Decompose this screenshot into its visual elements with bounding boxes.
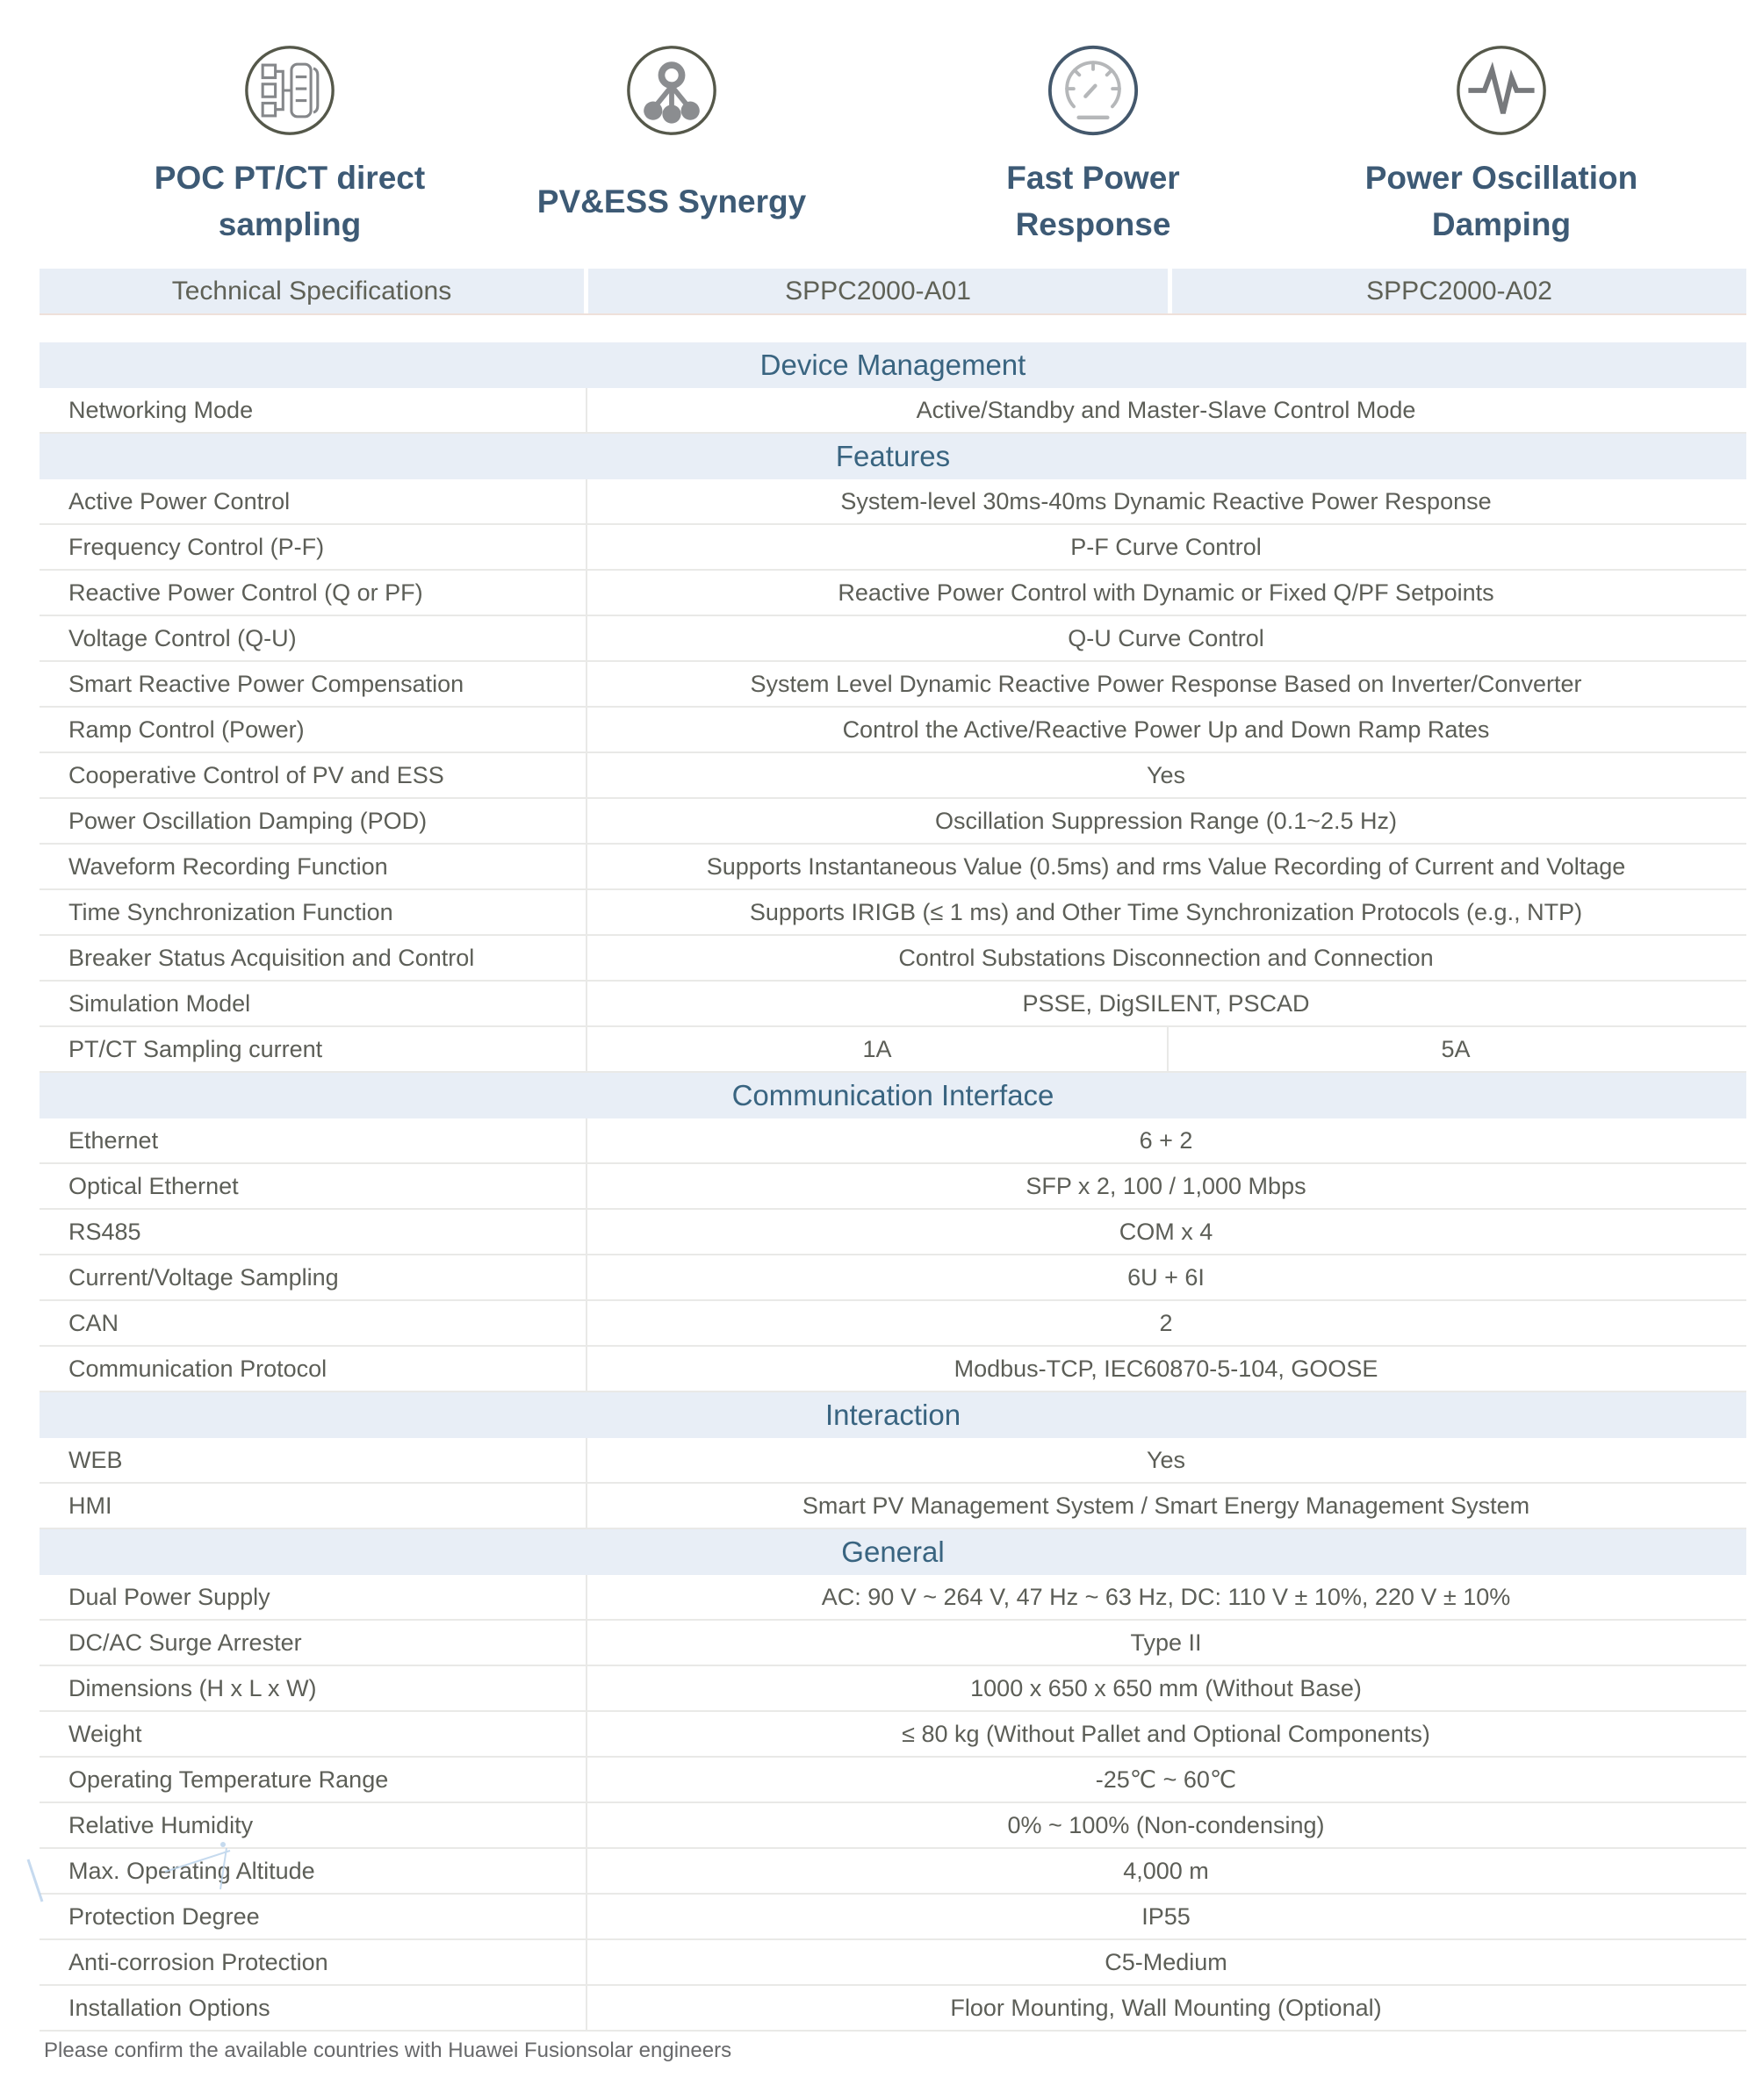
row-label: Smart Reactive Power Compensation <box>68 670 464 697</box>
row-value: COM x 4 <box>586 1210 1745 1254</box>
row-label: Voltage Control (Q-U) <box>68 624 297 651</box>
table-row <box>40 1118 1746 1164</box>
section-title: Device Management <box>759 349 1026 381</box>
row-label: RS485 <box>68 1218 141 1245</box>
row-label: Anti-corrosion Protection <box>68 1948 328 1975</box>
section-header-features <box>40 434 1746 479</box>
row-value: Supports IRIGB (≤ 1 ms) and Other Time Synchronization Protocols (e.g., NTP) <box>586 890 1745 934</box>
row-label: Installation Options <box>68 1994 270 2021</box>
feature-label: Fast Power Response <box>1006 160 1180 242</box>
row-value: Supports Instantaneous Value (0.5ms) and rms Value Recording of Current and Voltage <box>586 845 1745 888</box>
row-value: Control Substations Disconnection and Connection <box>586 936 1745 980</box>
table-row <box>40 1301 1746 1347</box>
header-col-model-a01: SPPC2000-A01 <box>588 269 1168 313</box>
row-label: Networking Mode <box>68 396 254 423</box>
row-label: Cooperative Control of PV and ESS <box>68 761 444 788</box>
section-title: Features <box>835 440 951 472</box>
row-label: HMI <box>68 1492 112 1519</box>
table-row <box>40 982 1746 1027</box>
table-row <box>40 525 1746 571</box>
row-value: Floor Mounting, Wall Mounting (Optional) <box>586 1986 1745 2030</box>
row-label: Ramp Control (Power) <box>68 716 305 743</box>
row-value: PSSE, DigSILENT, PSCAD <box>586 982 1745 1025</box>
row-value: 1000 x 650 x 650 mm (Without Base) <box>586 1666 1745 1710</box>
pv-ess-synergy-icon <box>625 44 718 141</box>
spec-table-header <box>40 269 1746 315</box>
row-label: Weight <box>68 1720 142 1747</box>
row-value: ≤ 80 kg (Without Pallet and Optional Components) <box>586 1712 1745 1756</box>
row-label: Frequency Control (P-F) <box>68 533 325 560</box>
table-row <box>40 708 1746 753</box>
spec-table <box>40 269 1746 2032</box>
row-value: System Level Dynamic Reactive Power Response Based on Inverter/Converter <box>586 662 1745 706</box>
feature-label: Power Oscillation Damping <box>1364 160 1638 242</box>
table-row <box>40 845 1746 890</box>
row-label: Time Synchronization Function <box>68 898 393 925</box>
table-row <box>40 1164 1746 1210</box>
table-row <box>40 1986 1746 2032</box>
row-value: -25℃ ~ 60℃ <box>586 1758 1745 1802</box>
section-title: General <box>841 1535 945 1568</box>
row-value: Type II <box>586 1621 1745 1665</box>
feature-pv-ess-synergy <box>487 44 856 250</box>
table-row <box>40 1255 1746 1301</box>
row-label: Communication Protocol <box>68 1355 327 1382</box>
row-value: Active/Standby and Master-Slave Control Mode <box>586 388 1745 432</box>
header-col-specs: Technical Specifications <box>40 269 584 313</box>
table-row <box>40 753 1746 799</box>
section-header-communication-interface <box>40 1073 1746 1118</box>
table-row <box>40 479 1746 525</box>
table-row <box>40 1484 1746 1529</box>
row-value: Yes <box>586 753 1745 797</box>
power-oscillation-damping-icon <box>1455 44 1548 141</box>
feature-fast-power-response <box>896 44 1291 250</box>
feature-power-oscillation-damping <box>1282 44 1721 250</box>
table-row <box>40 1803 1746 1849</box>
section-header-interaction <box>40 1392 1746 1438</box>
row-value: 2 <box>586 1301 1745 1345</box>
row-label: CAN <box>68 1309 119 1336</box>
row-label: Optical Ethernet <box>68 1172 239 1199</box>
row-label: Dual Power Supply <box>68 1583 270 1610</box>
row-value: 4,000 m <box>586 1849 1745 1893</box>
table-row <box>40 1575 1746 1621</box>
row-label: Dimensions (H x L x W) <box>68 1674 317 1701</box>
fast-power-response-icon <box>1047 44 1140 141</box>
row-value: IP55 <box>586 1895 1745 1938</box>
row-label: Reactive Power Control (Q or PF) <box>68 579 423 606</box>
row-value: 0% ~ 100% (Non-condensing) <box>586 1803 1745 1847</box>
feature-label: PV&ESS Synergy <box>536 183 807 219</box>
row-label: Protection Degree <box>68 1902 260 1930</box>
section-header-general <box>40 1529 1746 1575</box>
table-row <box>40 1666 1746 1712</box>
section-title: Interaction <box>824 1399 961 1431</box>
row-value: Reactive Power Control with Dynamic or Fixed Q/PF Setpoints <box>586 571 1745 615</box>
row-label: Ethernet <box>68 1126 159 1154</box>
row-label: Current/Voltage Sampling <box>68 1263 339 1291</box>
row-value: SFP x 2, 100 / 1,000 Mbps <box>586 1164 1745 1208</box>
row-value: 5A <box>1167 1027 1743 1071</box>
section-title: Communication Interface <box>731 1079 1054 1111</box>
row-value: 6U + 6I <box>586 1255 1745 1299</box>
row-value: AC: 90 V ~ 264 V, 47 Hz ~ 63 Hz, DC: 110 V ± 10%, 220 V ± 10% <box>586 1575 1745 1619</box>
table-row <box>40 616 1746 662</box>
row-label: Relative Humidity <box>68 1811 254 1838</box>
table-row <box>40 1712 1746 1758</box>
row-label: Waveform Recording Function <box>68 852 388 880</box>
row-label: DC/AC Surge Arrester <box>68 1629 302 1656</box>
row-label: Breaker Status Acquisition and Control <box>68 944 475 971</box>
row-value: Q-U Curve Control <box>586 616 1745 660</box>
table-row <box>40 1210 1746 1255</box>
row-value: 1A <box>586 1027 1167 1071</box>
row-label: WEB <box>68 1446 123 1473</box>
header-col-model-a02: SPPC2000-A02 <box>1172 269 1746 313</box>
table-row <box>40 936 1746 982</box>
row-label: Max. Operating Altitude <box>68 1857 315 1884</box>
table-row <box>40 1347 1746 1392</box>
row-label: Active Power Control <box>68 487 291 514</box>
table-row <box>40 1849 1746 1895</box>
row-value: Control the Active/Reactive Power Up and Down Ramp Rates <box>586 708 1745 752</box>
table-row <box>40 571 1746 616</box>
row-value: C5-Medium <box>586 1940 1745 1984</box>
table-row <box>40 388 1746 434</box>
row-label: Operating Temperature Range <box>68 1766 389 1793</box>
table-row <box>40 1758 1746 1803</box>
row-value: Smart PV Management System / Smart Energy Management System <box>586 1484 1745 1528</box>
table-row <box>40 1621 1746 1666</box>
feature-label: POC PT/CT direct sampling <box>154 160 426 242</box>
section-header-device-management <box>40 342 1746 388</box>
table-row <box>40 799 1746 845</box>
table-row <box>40 1027 1746 1073</box>
row-value: Modbus-TCP, IEC60870-5-104, GOOSE <box>586 1347 1745 1391</box>
row-value: System-level 30ms-40ms Dynamic Reactive Power Response <box>586 479 1745 523</box>
row-label: Power Oscillation Damping (POD) <box>68 807 428 834</box>
table-row <box>40 1895 1746 1940</box>
row-value: P-F Curve Control <box>586 525 1745 569</box>
table-row <box>40 1940 1746 1986</box>
row-label: Simulation Model <box>68 989 251 1017</box>
row-value: 6 + 2 <box>586 1118 1745 1162</box>
poc-sampling-icon <box>243 44 336 141</box>
feature-poc-sampling <box>97 44 483 250</box>
row-value: Yes <box>586 1438 1745 1482</box>
footer-note: Please confirm the available countries with Huawei Fusionsolar engineers <box>44 2039 732 2062</box>
table-row <box>40 1438 1746 1484</box>
feature-strip <box>0 0 1756 255</box>
row-label: PT/CT Sampling current <box>68 1035 323 1062</box>
spec-table-body <box>40 342 1746 2032</box>
table-row <box>40 662 1746 708</box>
table-row <box>40 890 1746 936</box>
row-value: Oscillation Suppression Range (0.1~2.5 Hz) <box>586 799 1745 843</box>
